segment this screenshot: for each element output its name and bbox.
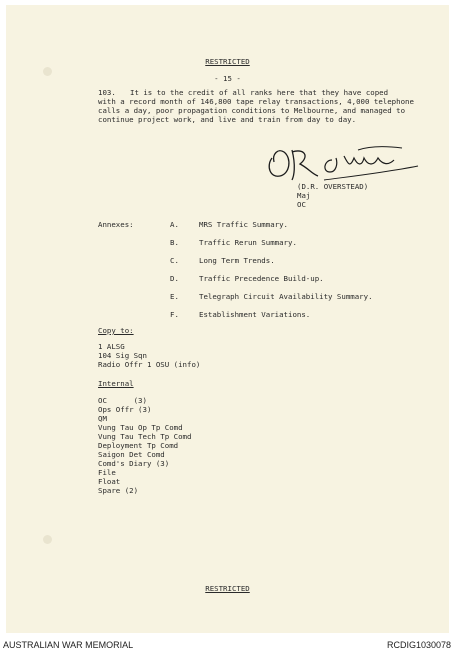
signatory-rank: Maj	[297, 191, 311, 200]
handwritten-signature	[262, 136, 422, 188]
footer-reference: RCDIG1030078	[386, 640, 451, 650]
annex-title: Long Term Trends.	[199, 256, 275, 265]
internal-item: Vung Tau Tech Tp Comd	[98, 432, 192, 441]
document-page	[6, 5, 449, 633]
paragraph-line: with a record month of 146,800 tape relay transactions, 4,000 telephone	[98, 97, 414, 106]
page-number: - 15 -	[214, 74, 241, 83]
annexes-label: Annexes:	[98, 220, 134, 229]
annex-letter: F.	[170, 310, 179, 319]
internal-item: Ops Offr (3)	[98, 405, 152, 414]
annex-title: Traffic Precedence Build-up.	[199, 274, 324, 283]
annex-title: Telegraph Circuit Availability Summary.	[199, 292, 373, 301]
internal-item: Comd's Diary (3)	[98, 459, 170, 468]
footer-classification: RESTRICTED	[205, 584, 250, 593]
annex-title: MRS Traffic Summary.	[199, 220, 288, 229]
paragraph-line: continue project work, and live and train from day to day.	[98, 115, 357, 124]
copy-to-item: 1 ALSG	[98, 342, 125, 351]
copy-to-item: 104 Sig Sqn	[98, 351, 147, 360]
internal-item: Vung Tau Op Tp Comd	[98, 423, 183, 432]
internal-item: File	[98, 468, 116, 477]
annex-letter: B.	[170, 238, 179, 247]
punch-hole	[43, 535, 52, 544]
annex-letter: D.	[170, 274, 179, 283]
internal-item: QM	[98, 414, 107, 423]
footer-source: AUSTRALIAN WAR MEMORIAL	[3, 640, 134, 650]
archive-footer	[0, 634, 455, 654]
header-classification: RESTRICTED	[205, 57, 250, 66]
paragraph-line: It is to the credit of all ranks here that they have coped	[130, 88, 389, 97]
paragraph-number: 103.	[98, 88, 116, 97]
internal-item: Saigon Det Comd	[98, 450, 165, 459]
internal-item: OC (3)	[98, 396, 147, 405]
signatory-appointment: OC	[297, 200, 306, 209]
signatory-name: (D.R. OVERSTEAD)	[297, 182, 369, 191]
internal-item: Float	[98, 477, 121, 486]
annex-letter: C.	[170, 256, 179, 265]
copy-to-heading: Copy to:	[98, 326, 134, 335]
annex-letter: E.	[170, 292, 179, 301]
annex-letter: A.	[170, 220, 179, 229]
internal-heading: Internal	[98, 379, 134, 388]
internal-item: Deployment Tp Comd	[98, 441, 179, 450]
internal-item: Spare (2)	[98, 486, 139, 495]
annex-title: Establishment Variations.	[199, 310, 311, 319]
paragraph-line: calls a day, poor propagation conditions to Melbourne, and managed to	[98, 106, 406, 115]
copy-to-item: Radio Offr 1 OSU (info)	[98, 360, 201, 369]
annex-title: Traffic Rerun Summary.	[199, 238, 297, 247]
